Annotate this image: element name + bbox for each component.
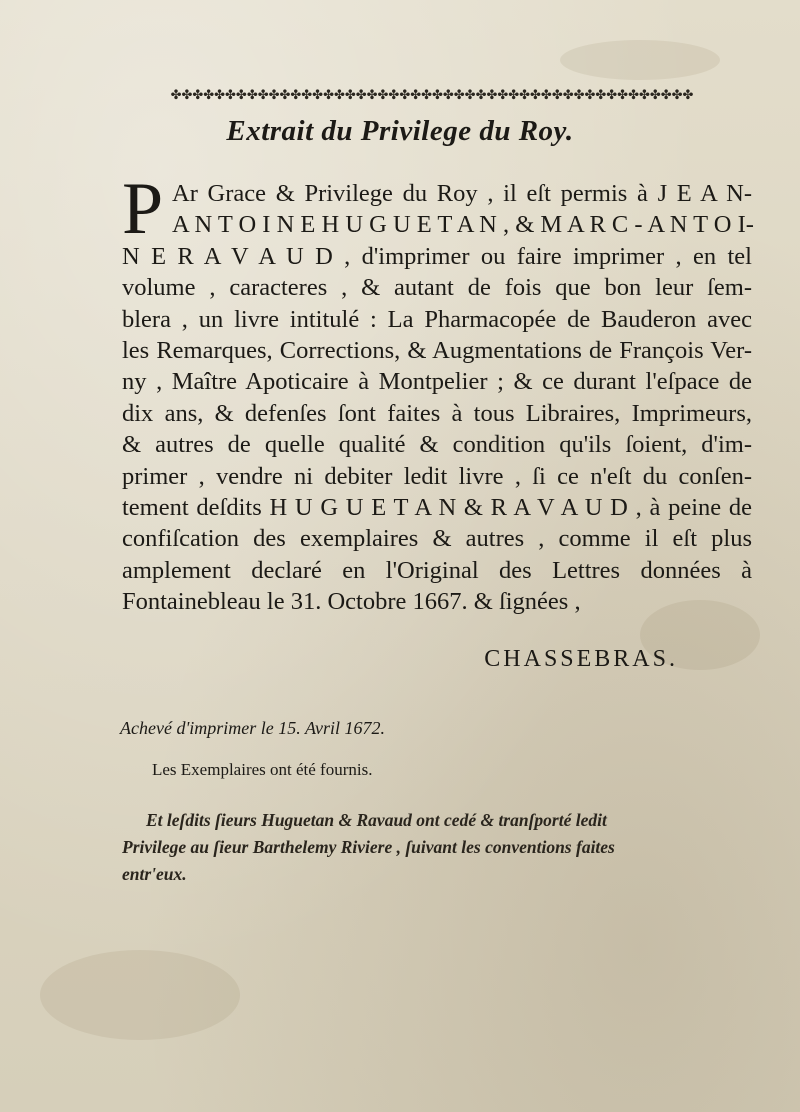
copies-note: Les Exemplaires ont été fournis. — [152, 760, 373, 779]
printing-completion-note: Achevé d'imprimer le 15. Avril 1672. — [120, 718, 385, 738]
text-line: ny , Maître Apoticaire à Montpelier ; & ce durant l'eſpace de — [122, 368, 752, 396]
text-line: dix ans, & defenſes ſont faites à tous Libraires, Imprimeurs, — [122, 399, 752, 427]
privilege-text — [122, 168, 754, 618]
drop-cap-letter: P — [122, 168, 164, 250]
text-line: N E R A V A U D , d'imprimer ou faire imprimer , en tel — [122, 242, 752, 270]
page-title: Extrait du Privilege du Roy. — [226, 115, 574, 147]
text-line: & autres de quelle qualité & condition qu'ils ſoient, d'im- — [122, 431, 752, 459]
text-line: Ar Grace & Privilege du Roy , il eſt permis à J E A N- — [172, 180, 752, 207]
text-line: entr'eux. — [122, 864, 187, 884]
text-line: confiſcation des exemplaires & autres , comme il eſt plus — [122, 525, 752, 553]
paper-stain — [560, 40, 720, 80]
text-line: primer , vendre ni debiter ledit livre , ſi ce n'eſt du conſen- — [122, 462, 752, 490]
text-line: les Remarques, Corrections, & Augmentations de François Ver- — [122, 337, 752, 365]
text-line: blera , un livre intitulé : La Pharmacopée de Bauderon avec — [122, 305, 752, 333]
transfer-note — [122, 807, 766, 888]
text-line: tement deſdits H U G U E T A N & R A V A U D , à peine de — [122, 494, 752, 522]
text-line: A N T O I N E H U G U E T A N , & M A R C - A N T O I- — [172, 211, 754, 239]
text-line: volume , caracteres , & autant de fois que bon leur ſem- — [122, 274, 752, 302]
text-line: Et leſdits ſieurs Huguetan & Ravaud ont cedé & tranſporté ledit — [146, 810, 607, 830]
signature-name: CHASSEBRAS. — [484, 646, 678, 672]
decorative-border: ✤✤✤✤✤✤✤✤✤✤✤✤✤✤✤✤✤✤✤✤✤✤✤✤✤✤✤✤✤✤✤✤✤✤✤✤✤✤✤✤✤✤✤✤✤✤✤✤ — [170, 88, 694, 103]
paper-stain — [40, 950, 240, 1040]
text-line: amplement declaré en l'Original des Lettres données à — [122, 556, 752, 584]
text-line: Fontainebleau le 31. Octobre 1667. & ſignées , — [122, 588, 581, 616]
text-line: Privilege au ſieur Barthelemy Riviere , ſuivant les conventions faites — [122, 837, 615, 857]
